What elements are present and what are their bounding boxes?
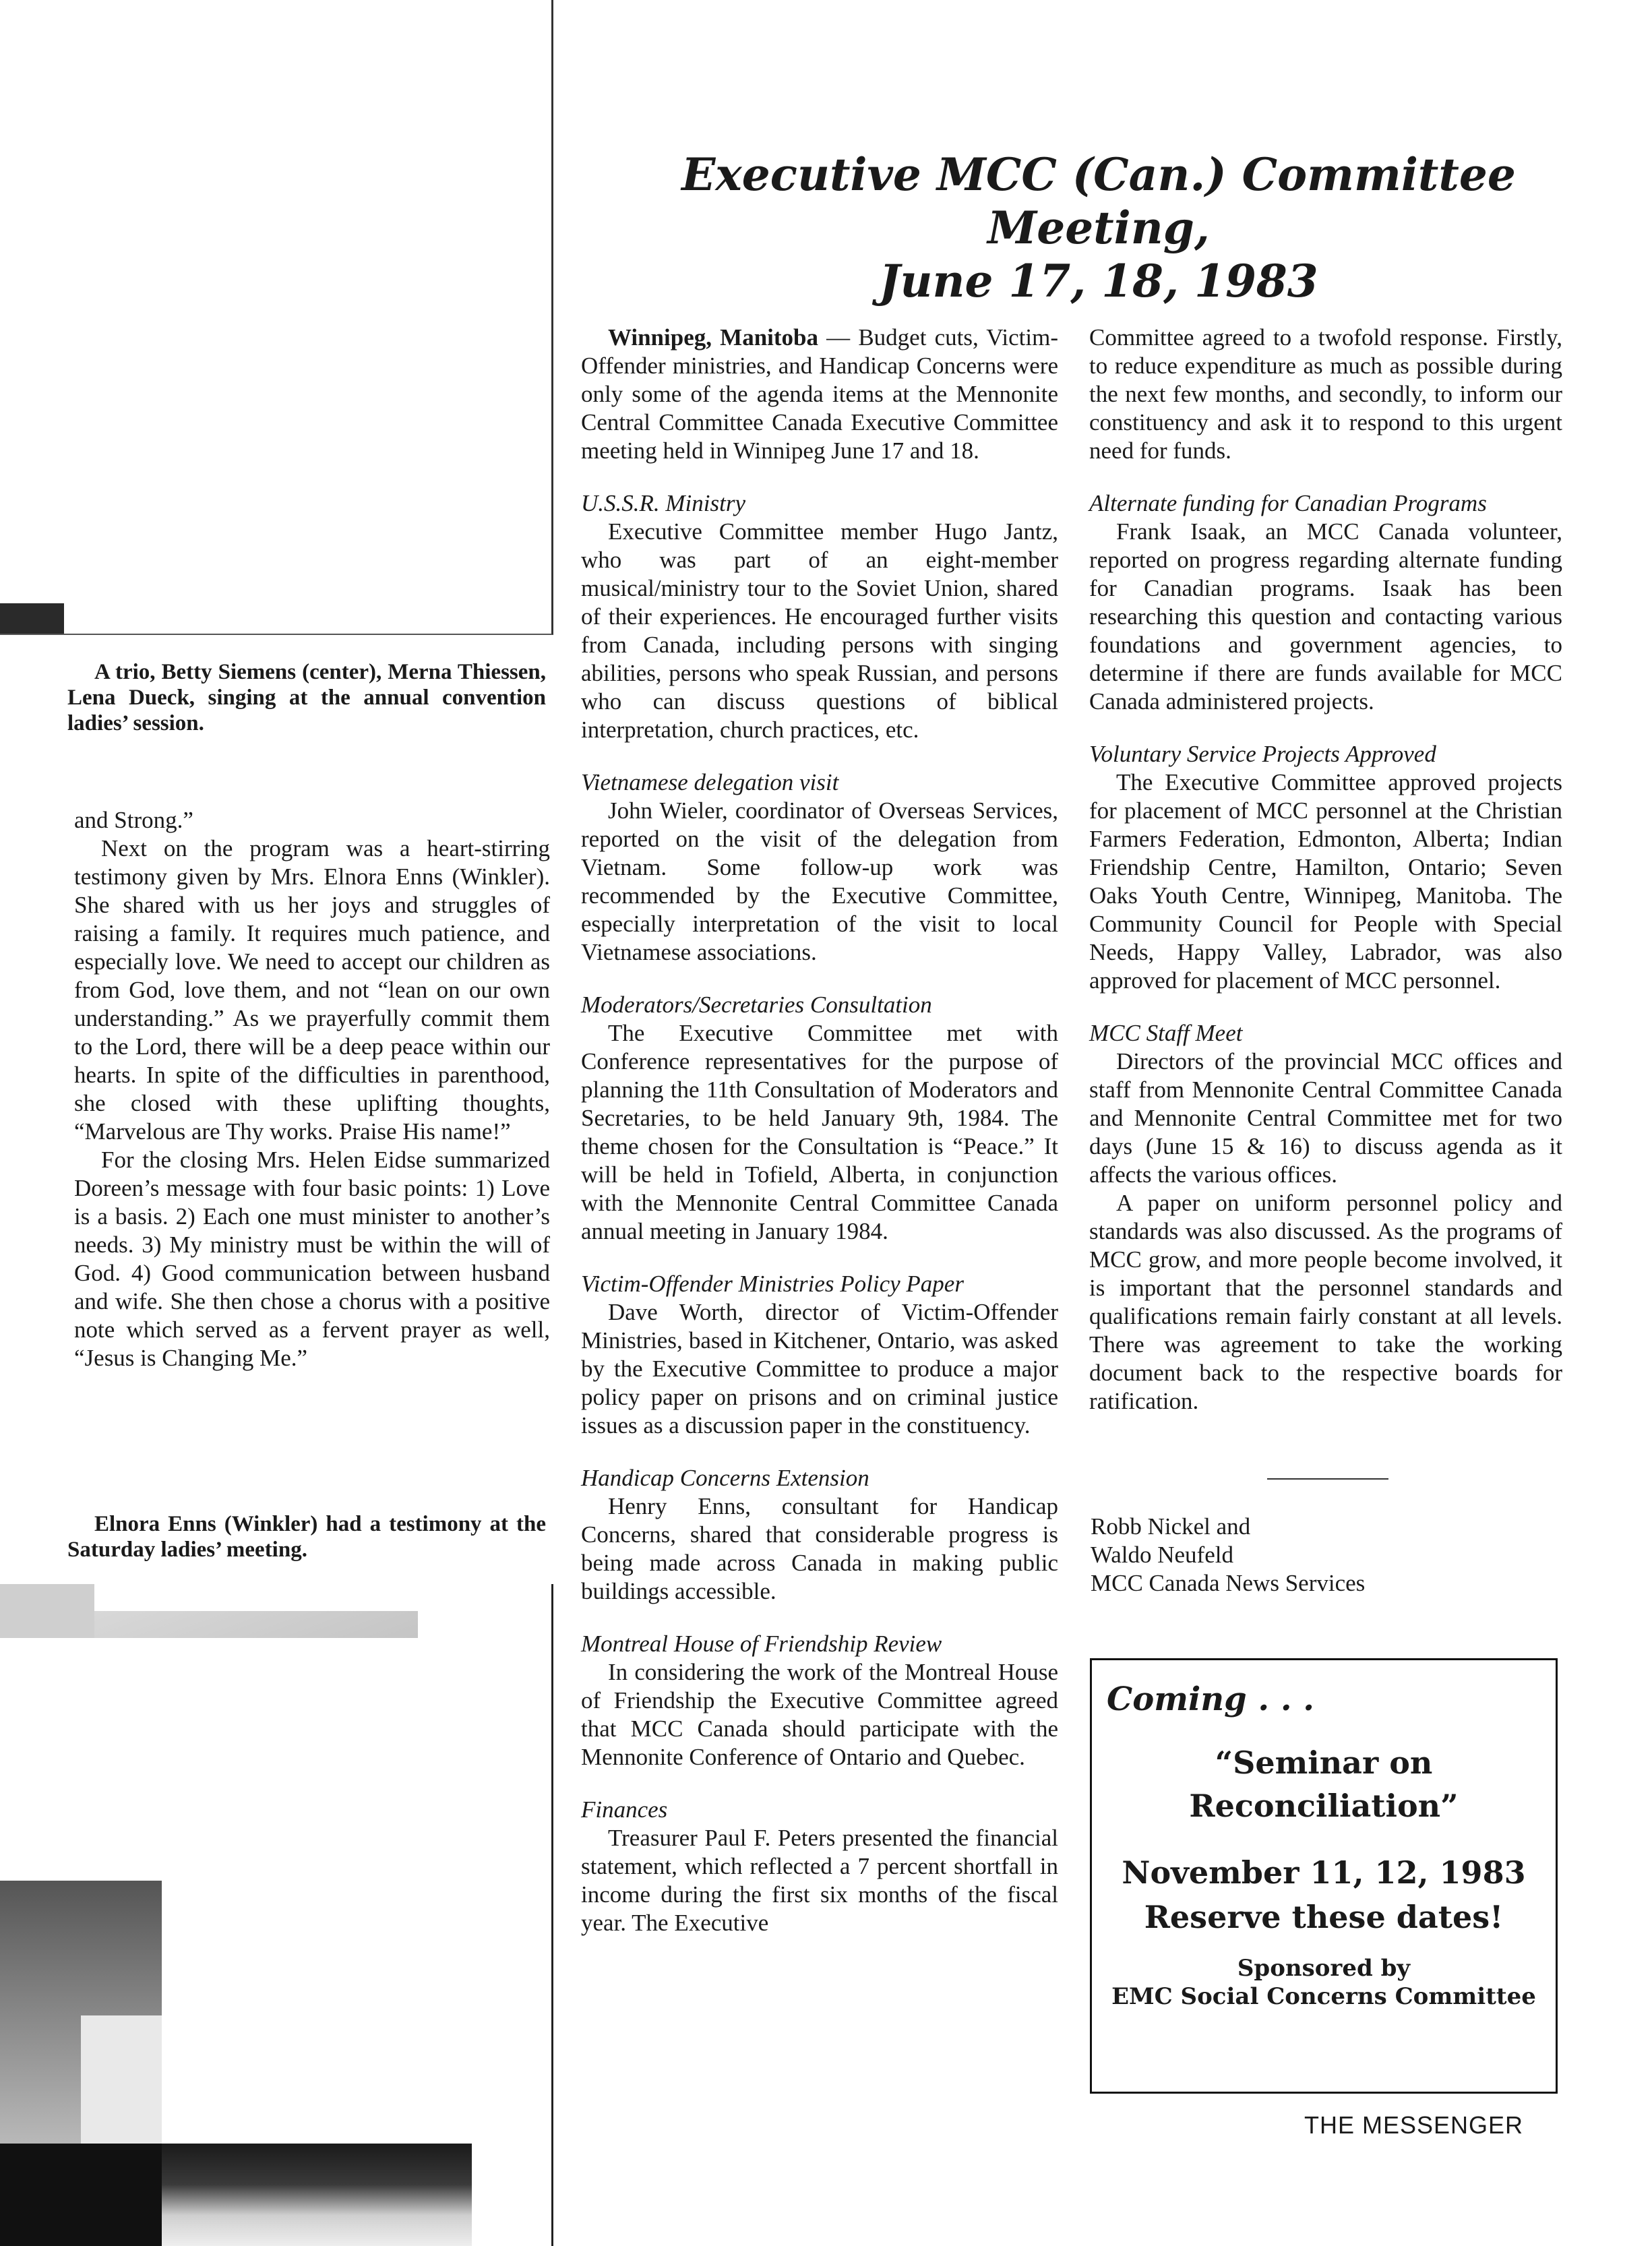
text-alternate-funding: Frank Isaak, an MCC Canada volunteer, reported on progress regarding alternate funding for Canadian programs. Isaak has been researching this question and contacting various foundations and government agencies, to determine if there are funds available for MCC Canada administered projects. [1089, 518, 1562, 715]
seminar-dates [1092, 1850, 1556, 1939]
heading-victim-offender: Victim-Offender Ministries Policy Paper [581, 1271, 964, 1297]
title-line-2: June 17, 18, 1983 [879, 255, 1318, 308]
heading-finances: Finances [581, 1796, 668, 1823]
text-voluntary-service: The Executive Committee approved projects for placement of MCC personnel at the Christian Farmers Federation, Edmonton, Alberta; Indian Friendship Centre, Hamilton, Ontario; Seven Oaks Youth Centre, Winnipeg, Manitoba. The Community Council for People with Special Needs, Happy Valley, Labrador, was also approved for placement of MCC personnel. [1089, 769, 1562, 994]
intro-paragraph [581, 324, 1058, 465]
caption-trio-block [67, 659, 546, 736]
right-column [1089, 324, 1562, 1416]
photo-enns-edge [0, 1584, 94, 1638]
text-victim-offender: Dave Worth, director of Victim-Offender Ministries, based in Kitchener, Ontario, was asked by the Executive Committee to produce a major policy paper on prisons and on criminal justice issues as a discussion paper in the constituency. [581, 1299, 1058, 1438]
photo-enns-light [81, 2015, 162, 2150]
caption-enns-block [67, 1511, 546, 1562]
heading-staff-meet: MCC Staff Meet [1089, 1020, 1243, 1046]
text-staff-meet-1: Directors of the provincial MCC offices and staff from Mennonite Central Committee Canada and Mennonite Central Committee met for two days (June 15 & 16) to discuss agenda as it affects the various offices. [1089, 1048, 1562, 1188]
signature-line-3: MCC Canada News Services [1091, 1570, 1366, 1596]
text-montreal: In considering the work of the Montreal House of Friendship the Executive Committee agreed that MCC Canada should participate with the Mennonite Conference of Ontario and Quebec. [581, 1659, 1058, 1770]
title-line-1: Executive MCC (Can.) Committee Meeting, [681, 148, 1516, 255]
photo-trio-dark-edge [0, 603, 64, 634]
seminar-dates-line-2: Reserve these dates! [1144, 1899, 1504, 1935]
seminar-announcement-box [1090, 1658, 1558, 2094]
testimony-paragraph: Next on the program was a heart-stirring testimony given by Mrs. Elnora Enns (Winkler). She shared with us her joys and struggles of raising a family. It requires much patience, and especially love. We need to accept our children as from God, love them, and not “lean on our own understanding.” As we prayerfully commit them to the Lord, there will be a deep peace within our hearts. In spite of the difficulties in parenthood, she closed with these uplifting thoughts, “Marvelous are Thy works. Praise His name!” [74, 835, 550, 1145]
closing-paragraph: For the closing Mrs. Helen Eidse summarized Doreen’s message with four basic points: 1) Love is a basis. 2) Each one must minister to another’s needs. 3) My ministry must be within the will of God. 4) Good communication between husband and wife. She then chose a chorus with a positive note which served as a fervent prayer as well, “Jesus is Changing Me.” [74, 1147, 550, 1371]
intro-text: — Budget cuts, Victim-Offender ministries, and Handicap Concerns were only some of the agenda items at the Mennonite Central Committee Canada Executive Committee meeting held in Winnipeg June 17 and 18. [581, 324, 1058, 464]
signature-line-2: Waldo Neufeld [1091, 1542, 1233, 1568]
heading-ussr: U.S.S.R. Ministry [581, 490, 746, 516]
heading-handicap: Handicap Concerns Extension [581, 1465, 869, 1491]
signature-block [1091, 1513, 1495, 1598]
sponsor-line-2: EMC Social Concerns Committee [1111, 1983, 1536, 2010]
text-ussr: Executive Committee member Hugo Jantz, who was part of an eight-member musical/ministry tour to the Soviet Union, shared of their experiences. He encouraged further visits from Canada, including persons with singing abilities, persons who speak Russian, and persons who can discuss questions of biblical interpretation, church practices, etc. [581, 518, 1058, 743]
text-moderators: The Executive Committee met with Conference representatives for the purpose of planning the 11th Consultation of Moderators and Secretaries, to be held January 9th, 1984. The theme chosen for the Consultation is “Peace.” It will be held in Tofield, Alberta, in conjunction with the Mennonite Central Committee Canada annual meeting in January 1984. [581, 1020, 1058, 1244]
photo-enns-bottom [162, 2144, 472, 2246]
middle-column [581, 324, 1058, 1937]
heading-voluntary-service: Voluntary Service Projects Approved [1089, 741, 1436, 767]
coming-label: Coming . . . [1107, 1680, 1314, 1718]
sponsor-line-1: Sponsored by [1237, 1955, 1411, 1982]
photo-enns [0, 1584, 551, 2246]
heading-alternate-funding: Alternate funding for Canadian Programs [1089, 490, 1487, 516]
text-finances-continued: Committee agreed to a twofold response. Firstly, to reduce expenditure as much as possible during the next few months, and secondly, to inform our constituency and ask it to respond to this urgent need for funds. [1089, 324, 1562, 464]
photo-trio [0, 0, 553, 635]
text-staff-meet-2: A paper on uniform personnel policy and standards was also discussed. As the programs of MCC grow, and more people become involved, it is important that the personnel standards and qualifications remain fairly constant at all levels. There was agreement to take the working document back to the respective boards for ratification. [1089, 1190, 1562, 1414]
heading-moderators: Moderators/Secretaries Consultation [581, 992, 932, 1018]
dateline: Winnipeg, Manitoba [608, 324, 818, 351]
article-title [580, 148, 1618, 309]
column-rule [551, 1584, 553, 2246]
left-column [74, 806, 550, 1372]
text-finances: Treasurer Paul F. Peters presented the financial statement, which reflected a 7 percent shortfall in income during the first six months of the fiscal year. The Executive [581, 1825, 1058, 1936]
seminar-sponsor [1092, 1954, 1556, 2011]
publication-footer: THE MESSENGER [1304, 2111, 1524, 2139]
heading-montreal: Montreal House of Friendship Review [581, 1631, 942, 1657]
seminar-title-line-2: Reconciliation” [1189, 1788, 1459, 1824]
caption-enns: Elnora Enns (Winkler) had a testimony at the Saturday ladies’ meeting. [67, 1512, 546, 1562]
end-rule [1267, 1478, 1388, 1480]
text-vietnamese: John Wieler, coordinator of Overseas Services, reported on the visit of the delegation from Vietnam. Some follow-up work was recommended by the Executive Committee, especially interpretation of the visit to local Vietnamese associations. [581, 797, 1058, 965]
seminar-dates-line-1: November 11, 12, 1983 [1122, 1854, 1526, 1891]
seminar-title [1092, 1741, 1556, 1827]
signature-line-1: Robb Nickel and [1091, 1513, 1251, 1540]
heading-vietnamese: Vietnamese delegation visit [581, 769, 839, 795]
seminar-title-line-1: “Seminar on [1215, 1744, 1433, 1781]
caption-trio: A trio, Betty Siemens (center), Merna Thiessen, Lena Dueck, singing at the annual convention ladies’ session. [67, 660, 546, 735]
continuation-line: and Strong.” [74, 807, 193, 833]
photo-enns-dark-block [0, 2144, 162, 2246]
text-handicap: Henry Enns, consultant for Handicap Concerns, shared that considerable progress is being made across Canada in making public buildings accessible. [581, 1493, 1058, 1604]
